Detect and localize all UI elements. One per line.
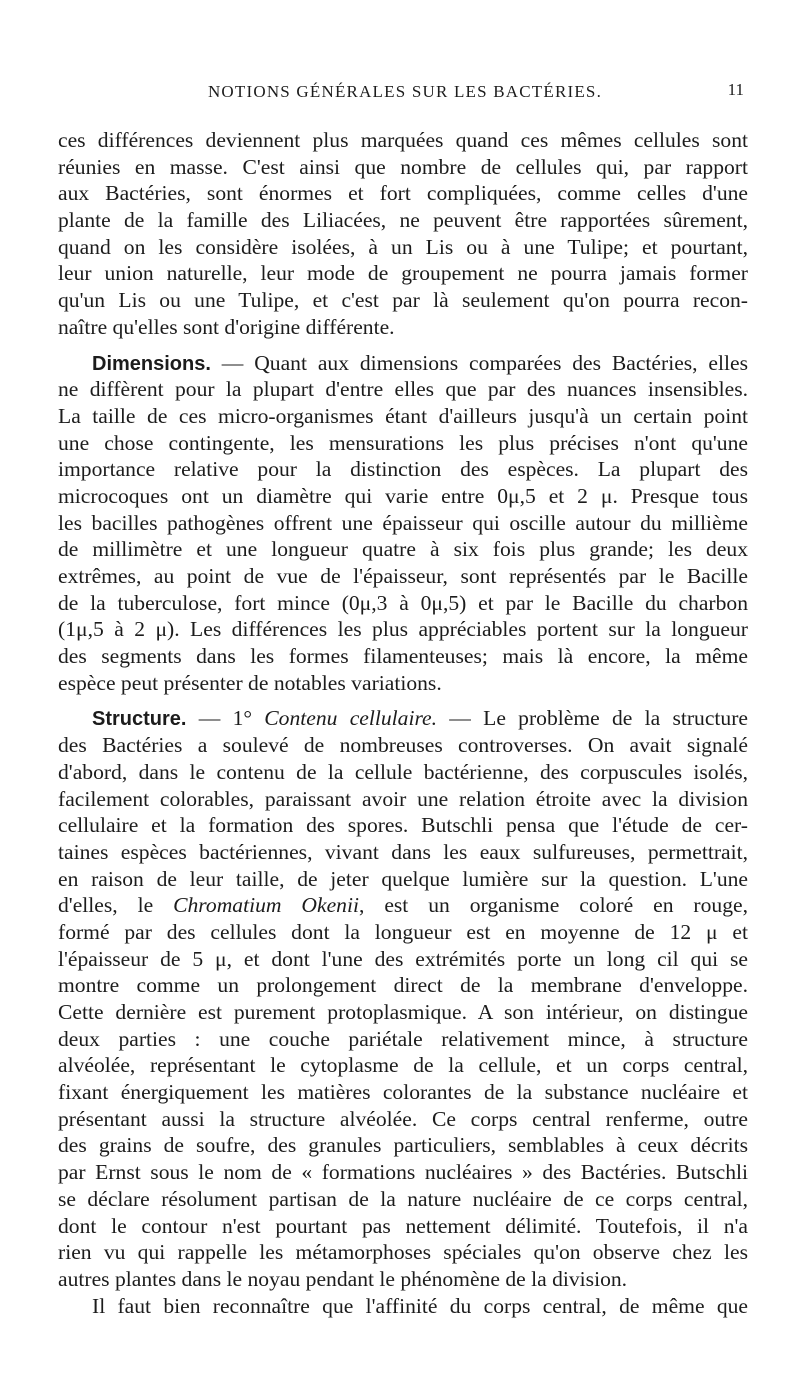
text-line: de millimètre et une longueur quatre à six fois plus grande; les deux: [58, 537, 748, 562]
text-line: quand on les considère isolées, à un Lis ou à une Tulipe; et pourtant,: [58, 234, 748, 259]
text-line: plante de la famille des Liliacées, ne peuvent être rapportées sûrement,: [58, 208, 748, 233]
text-line: microcoques ont un diamètre qui varie entre 0μ,5 et 2 μ. Presque tous: [58, 483, 748, 508]
text-line: deux parties : une couche pariétale relativement mince, à structure: [58, 1026, 748, 1051]
text-line: fixant énergiquement les matières colorantes de la substance nucléaire et: [58, 1080, 748, 1105]
text-line: dont le contour n'est pourtant pas nettement délimité. Toutefois, il n'a: [58, 1213, 748, 1238]
text-line: La taille de ces micro-organismes étant d'ailleurs jusqu'à un certain point: [58, 403, 748, 428]
page-number: 11: [727, 80, 744, 99]
text-span: — Quant aux dimensions comparées des Bactéries, elles: [210, 350, 748, 375]
section-structure: [58, 705, 748, 1319]
text-line: formé par des cellules dont la longueur est en moyenne de 12 μ et: [58, 919, 748, 944]
species-name: Chromatium Okenii: [173, 893, 359, 918]
section-first-line: [58, 350, 748, 377]
text-line: se déclare résolument partisan de la nature nucléaire de ce corps central,: [58, 1186, 748, 1211]
text-line: les bacilles pathogènes offrent une épaisseur qui oscille autour du millième: [58, 510, 748, 535]
section-first-line: [58, 705, 748, 732]
text-line: réunies en masse. C'est ainsi que nombre de cellules qui, par rapport: [58, 154, 748, 179]
text-line: ces différences deviennent plus marquées quand ces mêmes cellules sont: [58, 128, 748, 152]
text-line: aux Bactéries, sont énormes et fort compliquées, comme celles d'une: [58, 181, 748, 206]
text-line: leur union naturelle, leur mode de groupement ne pourra jamais former: [58, 261, 748, 286]
text-line: Il faut bien reconnaître que l'affinité du corps central, de même que: [92, 1293, 748, 1318]
text-line: rien vu qui rappelle les métamorphoses spéciales qu'on observe chez les: [58, 1240, 748, 1265]
text-line: autres plantes dans le noyau pendant le phénomène de la division.: [58, 1266, 628, 1291]
paragraph-differences: [58, 127, 748, 341]
text-line: naître qu'elles sont d'origine différente.: [58, 314, 395, 339]
text-line: ne diffèrent pour la plupart d'entre elles que par des nuances insensibles.: [58, 377, 748, 402]
text-line: par Ernst sous le nom de « formations nucléaires » des Bactéries. Butschli: [58, 1160, 748, 1185]
text-span: — 1°: [186, 706, 265, 731]
text-span: , est un organisme coloré en rouge,: [358, 893, 748, 918]
text-line: Cette dernière est purement protoplasmique. A son intérieur, on distingue: [58, 1000, 748, 1024]
text-span: — Le problème de la structure: [437, 706, 748, 731]
text-line: des grains de soufre, des granules particuliers, semblables à ceux décrits: [58, 1133, 748, 1158]
text-line: montre comme un prolongement direct de la membrane d'enveloppe.: [58, 973, 748, 998]
text-line: de la tuberculose, fort mince (0μ,3 à 0μ,5) et par le Bacille du charbon: [58, 590, 748, 615]
text-line: en raison de leur taille, de jeter quelque lumière sur la question. L'une: [58, 866, 748, 891]
text-line: espèce peut présenter de notables variations.: [58, 670, 442, 695]
text-line: l'épaisseur de 5 μ, et dont l'une des extrémités porte un long cil qui se: [58, 946, 748, 971]
text-line: [58, 892, 748, 919]
subheading-contenu-cellulaire: Contenu cellulaire.: [264, 706, 438, 731]
text-line: facilement colorables, paraissant avoir une relation étroite avec la division: [58, 786, 748, 811]
text-line: des segments dans les formes filamenteuses; mais là encore, la même: [58, 644, 748, 669]
running-head: [60, 78, 750, 108]
text-line: qu'un Lis ou une Tulipe, et c'est par là seulement qu'on pourra recon-: [58, 288, 748, 313]
text-line: extrêmes, au point de vue de l'épaisseur, sont représentés par le Bacille: [58, 564, 748, 588]
text-line: une chose contingente, les mensurations les plus précises n'ont qu'une: [58, 430, 748, 455]
section-heading-structure: Structure.: [92, 708, 187, 731]
text-line: alvéolée, représentant le cytoplasme de la cellule, et un corps central,: [58, 1053, 748, 1078]
text-line: présentant aussi la structure alvéolée. Ce corps central renferme, outre: [58, 1106, 748, 1131]
text-line: taines espèces bactériennes, vivant dans les eaux sulfureuses, permettrait,: [58, 839, 748, 864]
text-line: importance relative pour la distinction des espèces. La plupart des: [58, 457, 748, 482]
text-line: des Bactéries a soulevé de nombreuses controverses. On avait signalé: [58, 733, 748, 758]
body-text: [58, 127, 748, 1319]
text-line: (1μ,5 à 2 μ). Les différences les plus appréciables portent sur la longueur: [58, 617, 748, 642]
section-heading-dimensions: Dimensions.: [92, 352, 211, 375]
text-line: d'abord, dans le contenu de la cellule bactérienne, des corpuscules isolés,: [58, 759, 748, 784]
running-title: NOTIONS GÉNÉRALES SUR LES BACTÉRIES.: [207, 82, 603, 101]
section-dimensions: [58, 350, 748, 697]
text-line: cellulaire et la formation des spores. Butschli pensa que l'étude de cer-: [58, 813, 748, 838]
text-span: d'elles, le: [58, 893, 174, 918]
